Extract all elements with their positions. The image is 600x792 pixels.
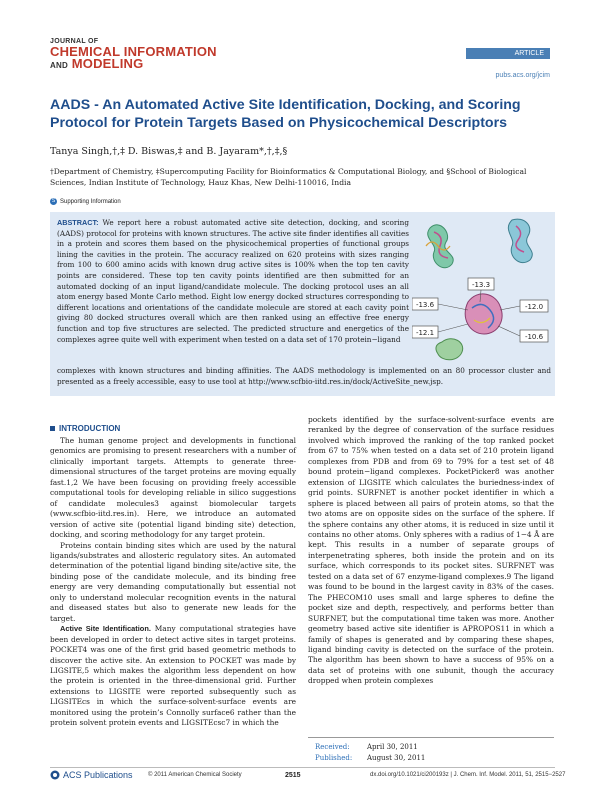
toc-figure: [412, 216, 552, 364]
energy-label-2: [412, 298, 468, 310]
energy-value-2: -13.6: [415, 301, 435, 309]
published-row: [315, 753, 425, 764]
energy-value-5: -10.6: [524, 333, 544, 341]
journal-and: AND: [50, 61, 68, 70]
article-title: AADS - An Automated Active Site Identification, Docking, and Scoring Protocol for Protein Targets Based on Physicochemical Descriptors: [50, 97, 521, 131]
intro-column-left: [50, 436, 296, 729]
protein-structure-top: [426, 219, 532, 268]
published-date: August 30, 2011: [367, 754, 426, 762]
intro-column-right: [308, 415, 554, 687]
energy-label-5: [498, 326, 548, 342]
intro-heading-label: INTRODUCTION: [59, 424, 121, 433]
intro-column-right-text: pockets identified by the surface-solvent-surface events are reranked by the degree of conservation of the surface residues involved which improved the ranking of the top ranked pocket from 67 to 75% when tested on a data set of 210 protein ligand complexes from PDB and from 69 to 79% for a test set of 48 bound protein−ligand complexes. PocketPicker8 was another extension of LIGSITE which calculates the buriedness-index of grid points. SURFNET is another pocket identifier in which a sphere is placed between all pairs of protein atoms, so that the two atoms are on opposite sides on the surface of the sphere. If the sphere contains any other atoms, it is reduced in size until it contains no other atoms. Only spheres with a radius of 1−4 Å are kept. This results in a number of separate groups of interpenetrating spheres, both inside the protein and on its surface, which corresponds to its pocket sites. SURFNET was tested on a data set of 67 enzyme-ligand complexes.9 The ligand was found to be bound in the largest cavity in 83% of the cases. The PHECOM10 uses small and large spheres to define the pocket size and depth, respectively, and performs better than SURFNET, but the computational time taken was more. Another geometry based active site identifier is APROPOS11 in which a family of shapes is generated and by comparing these shapes, ligand binding cavity is detected on the surface of the protein. The algorithm has been shown to have a success of 95% on a data set of proteins with one subunit, though the accuracy dropped when protein complexes: [308, 415, 554, 686]
abstract-body: We report here a robust automated active site detection, docking, and scoring (AADS) protocol for proteins with known structures. The active site finder identifies all cavities in a protein and scores them based on the physicochemical properties of functional groups lining the cavities in the protein. The accuracy realized on 620 proteins with sizes ranging from 100 to 600 amino acids with known drug active sites is 100% when the top ten cavity points are considered. These top ten cavity points identified are then submitted for an automated docking of an input ligand/candidate molecule. The docking protocol uses an all atom energy based Monte Carlo method. Eight low energy docked structures corresponding to different locations and orientations of the candidate molecule are stored at each cavity point giving 80 docked structures overall which are then ranked using an effective free energy function and top five structures are selected. The predicted structure and energetics of the complexes agree quite well with experiment when tested on a data set of 170 protein−ligand: [57, 218, 409, 344]
intro-heading: [50, 424, 120, 433]
journal-line-3: [50, 58, 143, 72]
received-date: April 30, 2011: [367, 743, 418, 751]
journal-url[interactable]: pubs.acs.org/jcim: [495, 72, 550, 79]
abstract-label: ABSTRACT:: [57, 218, 99, 227]
received-label: Received:: [315, 743, 350, 751]
protein-structure-center: [436, 294, 502, 360]
energy-label-3: [500, 300, 548, 312]
footer-copyright: © 2011 American Chemical Society: [148, 772, 242, 778]
acs-logo[interactable]: [50, 770, 133, 780]
authors: Tanya Singh,†,‡ D. Biswas,‡ and B. Jayaram*,†,‡,§: [50, 146, 288, 157]
supporting-info-link[interactable]: [50, 198, 121, 205]
supporting-info-label: Supporting Information: [60, 198, 121, 205]
footer-doi[interactable]: dx.doi.org/10.1021/ci200193z | J. Chem. Inf. Model. 2011, 51, 2515−2527: [370, 772, 566, 778]
received-row: [315, 742, 425, 753]
section-bullet-icon: [50, 426, 55, 431]
energy-label-4: [412, 324, 468, 338]
supporting-info-icon: S: [51, 198, 56, 204]
article-tag: ARTICLE: [466, 48, 550, 59]
energy-value-3: -12.0: [524, 303, 544, 311]
affiliations: †Department of Chemistry, ‡Supercomputing Facility for Bioinformatics & Computational Biology, and §School of Biological Sciences, Indian Institute of Technology, Hauz Khas, New Delhi-110016, India: [50, 167, 527, 187]
acs-publisher: ACS Publications: [63, 770, 133, 780]
page-number: 2515: [285, 772, 301, 779]
intro-paragraph-3: [50, 624, 296, 729]
energy-value-1: -13.3: [471, 281, 491, 289]
intro-paragraph-2: Proteins contain binding sites which are used by the natural ligands/substrates and allosteric regulatory sites. An automated determination of the potential ligand binding site/active site, the binding pose of the candidate molecule, and its binding free energy are very demanding computationally but essential not only to understand molecular recognition events in the natural and diseased states but also to generate new leads for the target.: [50, 540, 296, 623]
intro-paragraph-1: The human genome project and developments in functional genomics are promising to present researchers with a number of clinically important targets. Attempts to generate three-dimensional structures of the target proteins are moving equally fast.1,2 We have been focusing on providing freely accessible computational tools for developing reliable in silico suggestions of candidate molecules3 against biomolecular targets (www.scfbio-iitd.res.in). Here, we introduce an automated version of active site (potential ligand binding site) detection, docking, and scoring methodology for any target protein.: [50, 436, 296, 540]
dates-divider: [308, 737, 554, 738]
abstract-text: [57, 218, 409, 345]
intro-paragraph-3-body: Many computational strategies have been developed in order to detect active sites in target proteins. POCKET4 was one of the first grid based geometric methods to discover the active site. An extension to POCKET was made by LIGSITE,5 which makes the algorithm less dependent on how the protein is oriented in the three-dimensional grid. Further extensions to LIGSITE were reported subsequently such as LIGSITEcs in which the surface-solvent-surface events are monitored using the protein’s Connolly surface6 rather than the protein solvent protein events and LIGSITEcsc7 in which the: [50, 624, 296, 728]
journal-line-2: CHEMICAL INFORMATION: [50, 44, 217, 59]
published-label: Published:: [315, 754, 353, 762]
journal-line-1: JOURNAL OF: [50, 38, 99, 45]
footer-divider: [50, 767, 555, 768]
journal-modeling: MODELING: [71, 56, 144, 71]
abstract-tail: complexes with known structures and binding affinities. The AADS methodology is implemented on an 80 processor cluster and presented as a freely accessible, easy to use tool at http://www.scfbio-iitd.res.in/dock/ActiveSite_new.jsp.: [57, 366, 551, 386]
publication-dates: [315, 742, 425, 764]
run-in-heading: Active Site Identification.: [60, 624, 151, 634]
energy-value-4: -12.1: [415, 329, 435, 337]
acs-logo-icon: [50, 770, 60, 780]
